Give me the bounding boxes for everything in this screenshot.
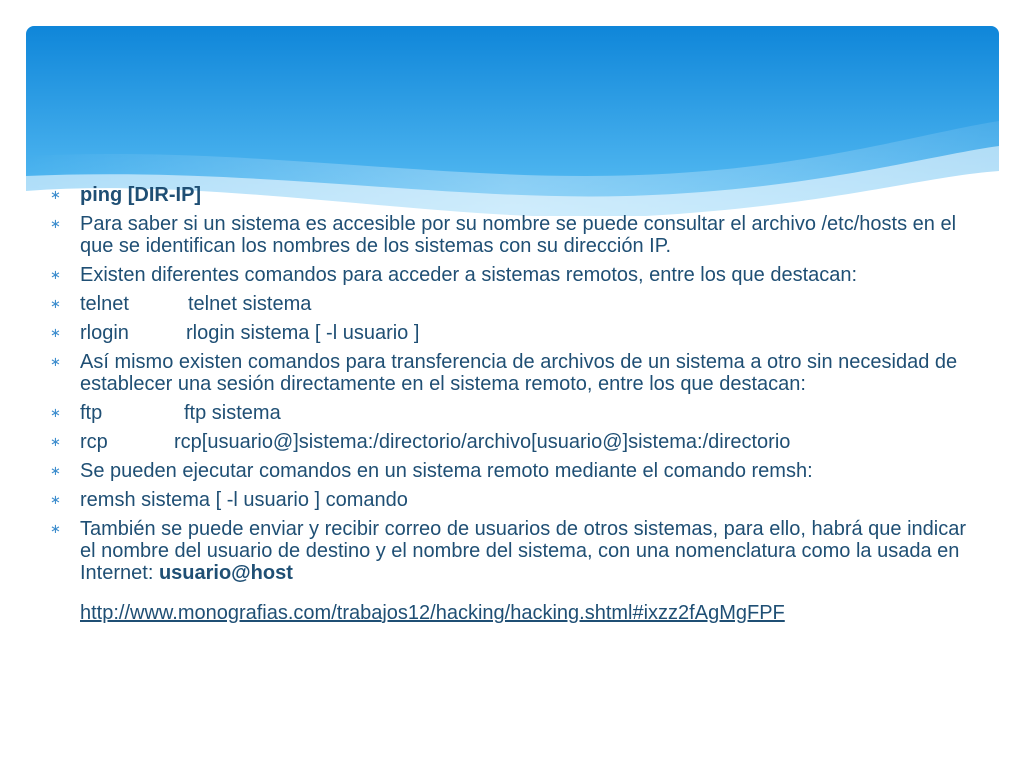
command-name: rcp <box>80 431 108 453</box>
bullet-icon: ∗ <box>50 325 61 340</box>
bullet-remote-commands <box>50 264 980 286</box>
bullet-text: remsh sistema [ -l usuario ] comando <box>80 489 408 511</box>
bullet-bold-text: usuario@host <box>158 562 293 584</box>
bullet-text: También se puede enviar y recibir correo de usuarios de otros sistemas, para ello, habrá que indicar el nombre del usuario de destino y el nombre del sistema, con una nomenclatura como la usada en Internet: <box>80 518 967 584</box>
command-usage: rlogin sistema [ -l usuario ] <box>186 322 420 344</box>
source-link-line <box>50 602 980 624</box>
bullet-list <box>50 184 980 624</box>
bullet-rcp <box>50 431 980 453</box>
bullet-icon: ∗ <box>50 405 61 420</box>
bullet-icon: ∗ <box>50 267 61 282</box>
bullet-remsh <box>50 460 980 482</box>
command-usage: ftp sistema <box>184 402 281 424</box>
bullet-icon: ∗ <box>50 492 61 507</box>
bullet-text: Así mismo existen comandos para transferencia de archivos de un sistema a otro sin necesidad de establecer una sesión directamente en el sistema remoto, entre los que destacan: <box>80 351 958 395</box>
bullet-text: Se pueden ejecutar comandos en un sistema remoto mediante el comando remsh: <box>80 460 813 482</box>
bullet-icon: ∗ <box>50 521 61 536</box>
bullet-ping <box>50 184 980 206</box>
bullet-icon: ∗ <box>50 296 61 311</box>
bullet-ftp <box>50 402 980 424</box>
command-usage: telnet sistema <box>188 293 312 315</box>
bullet-icon: ∗ <box>50 434 61 449</box>
bullet-icon: ∗ <box>50 187 61 202</box>
command-name: rlogin <box>80 322 129 344</box>
bullet-hosts <box>50 213 980 257</box>
bullet-text: Existen diferentes comandos para acceder a sistemas remotos, entre los que destacan: <box>80 264 858 286</box>
command-name: telnet <box>80 293 129 315</box>
bullet-remsh-usage <box>50 489 980 511</box>
command-usage: rcp[usuario@]sistema:/directorio/archivo[usuario@]sistema:/directorio <box>174 431 791 453</box>
bullet-rlogin <box>50 322 980 344</box>
bullet-icon: ∗ <box>50 354 61 369</box>
command-name: ftp <box>80 402 103 424</box>
bullet-file-transfer <box>50 351 980 395</box>
bullet-telnet <box>50 293 980 315</box>
source-link[interactable]: http://www.monografias.com/trabajos12/hacking/hacking.shtml#ixzz2fAgMgFPF <box>80 602 785 624</box>
bullet-icon: ∗ <box>50 463 61 478</box>
bullet-icon: ∗ <box>50 216 61 231</box>
bullet-mail <box>50 518 980 584</box>
bullet-text: Para saber si un sistema es accesible por su nombre se puede consultar el archivo /etc/hosts en el que se identifican los nombres de los sistemas con su dirección IP. <box>80 213 957 257</box>
bullet-text: ping [DIR-IP] <box>80 184 202 206</box>
